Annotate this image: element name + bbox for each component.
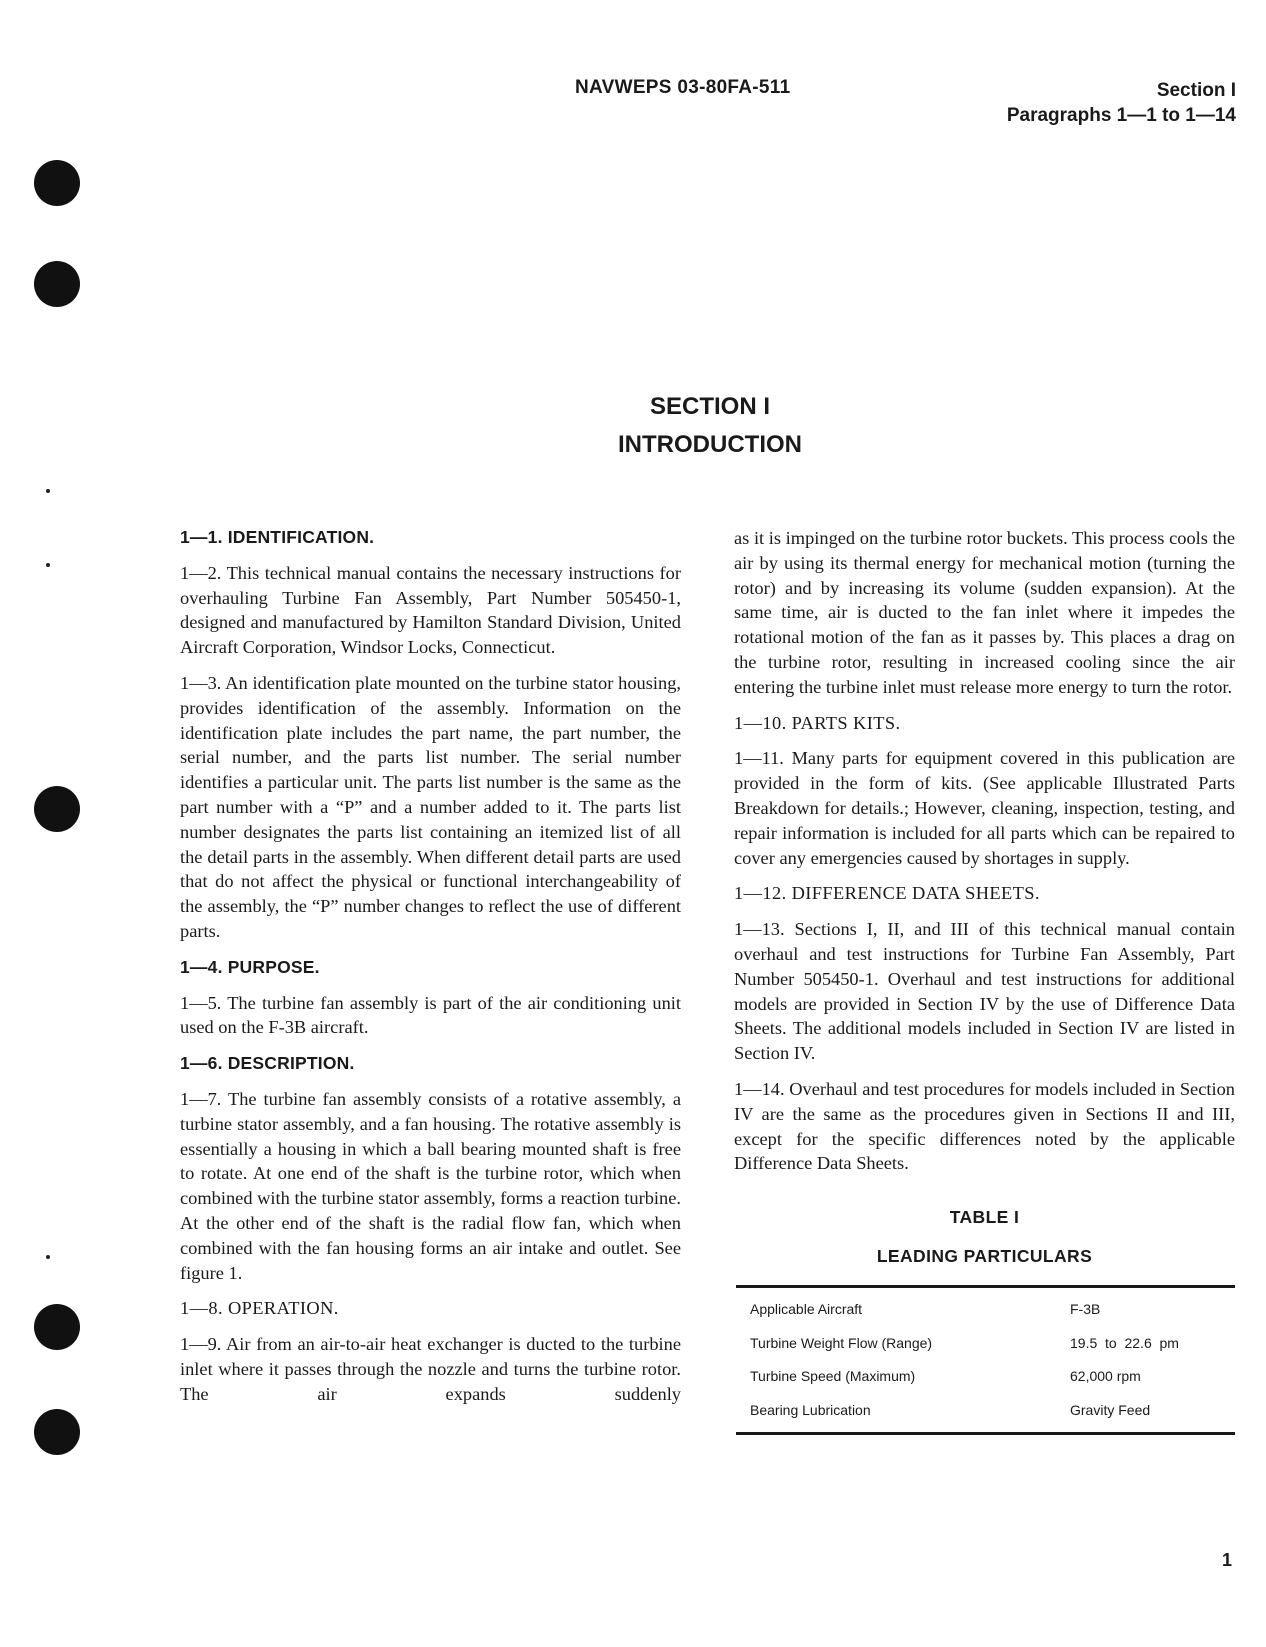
margin-mark xyxy=(46,489,50,493)
binder-hole-middle xyxy=(34,786,80,832)
right-column xyxy=(734,526,1235,1435)
leading-particulars-table xyxy=(736,1285,1235,1435)
paragraph-1-2: 1—2. This technical manual contains the necessary instructions for overhauling Turbine Fan Assembly, Part Number 505450-1, designed and manufactured by Hamilton Standard Division, United Aircraft Corporation, Windsor Locks, Connecticut. xyxy=(180,562,681,658)
heading-operation: 1—8. OPERATION. xyxy=(180,1298,339,1319)
table-value: 19.5 to 22.6 pm xyxy=(1070,1334,1179,1351)
table-value: 62,000 rpm xyxy=(1070,1368,1141,1385)
table-label: TABLE I xyxy=(949,1207,1020,1228)
paragraph-1-5: 1—5. The turbine fan assembly is part of the air conditioning unit used on the F-3B aircraft. xyxy=(180,992,681,1038)
binder-hole-lower xyxy=(34,1304,80,1350)
heading-identification: 1—1. IDENTIFICATION. xyxy=(180,527,375,547)
section-label: Section I xyxy=(1156,80,1236,101)
section-number: SECTION I xyxy=(649,393,770,420)
heading-purpose: 1—4. PURPOSE. xyxy=(180,956,320,977)
heading-description: 1—6. DESCRIPTION. xyxy=(180,1053,355,1074)
binder-hole-bottom xyxy=(34,1409,80,1455)
paragraph-1-9: 1—9. Air from an air-to-air heat exchanger is ducted to the turbine inlet where it passes through the nozzle and turns the turbine rotor. The air expands suddenly xyxy=(180,1334,681,1404)
page-header-right xyxy=(1007,78,1236,128)
table-key: Turbine Weight Flow (Range) xyxy=(750,1334,933,1351)
page-number: 1 xyxy=(1221,1550,1232,1570)
table-row xyxy=(736,1286,1235,1326)
paragraph-1-11: 1—11. Many parts for equipment covered in this publication are provided in the form of kits. (See applicable Illustrated Parts Breakdown for details.; However, cleaning, inspection, testing, and repair information is included for all parts which can be repaired to cover any emergencies caused by shortages in supply. xyxy=(734,748,1235,868)
paragraph-1-14: 1—14. Overhaul and test procedures for models included in Section IV are the same as the procedures given in Sections II and III, except for the specific differences noted by the applicable Difference Data Sheets. xyxy=(734,1078,1235,1174)
margin-mark xyxy=(46,563,50,567)
heading-difference-data-sheets: 1—12. DIFFERENCE DATA SHEETS. xyxy=(734,883,1040,904)
table-key: Applicable Aircraft xyxy=(750,1301,863,1318)
margin-mark xyxy=(46,1255,50,1259)
left-column xyxy=(180,525,681,1418)
table-row xyxy=(736,1326,1235,1360)
binder-hole-upper xyxy=(34,261,80,307)
table-title: LEADING PARTICULARS xyxy=(876,1245,1093,1266)
paragraph-1-3: 1—3. An identification plate mounted on the turbine stator housing, provides identification of the assembly. Information on the identification plate includes the part name, the part number, the serial number, and the parts list number. The serial number identifies a particular unit. The parts list number is the same as the part number with a “P” and a number added to it. The parts list number designates the parts list containing an itemized list of all the detail parts in the assembly. When different detail parts are used that do not affect the physical or functional interchangeability of the assembly, the “P” number changes to reflect the use of different parts. xyxy=(180,672,681,941)
paragraph-1-9-continued: as it is impinged on the turbine rotor buckets. This process cools the air by using its thermal energy for mechanical motion (turning the rotor) and by increasing its volume (sudden expansion). At the same time, air is ducted to the fan inlet where it impedes the rotational motion of the fan as it passes by. This places a drag on the turbine rotor, resulting in increased cooling since the air entering the turbine inlet must release more energy to turn the rotor. xyxy=(734,528,1235,697)
table-key: Bearing Lubrication xyxy=(750,1401,871,1418)
section-heading xyxy=(0,388,1266,464)
paragraph-1-7: 1—7. The turbine fan assembly consists of a rotative assembly, a turbine stator assembly, and a fan housing. The rotative assembly is essentially a housing in which a ball bearing mounted shaft is free to rotate. At one end of the shaft is the turbine rotor, which when combined with the turbine stator assembly, forms a reaction turbine. At the other end of the shaft is the radial flow fan, which when combined with the fan housing forms an air intake and outlet. See figure 1. xyxy=(180,1088,681,1283)
heading-parts-kits: 1—10. PARTS KITS. xyxy=(734,712,901,733)
table-row xyxy=(736,1393,1235,1433)
paragraph-1-13: 1—13. Sections I, II, and III of this technical manual contain overhaul and test instructions for Turbine Fan Assembly, Part Number 505450-1. Overhaul and test instructions for additional models are provided in Section IV by the use of Difference Data Sheets. The additional models included in Section IV are listed in Section IV. xyxy=(734,919,1235,1064)
binder-hole-top xyxy=(34,160,80,206)
table-value: Gravity Feed xyxy=(1070,1401,1151,1418)
table-key: Turbine Speed (Maximum) xyxy=(750,1368,916,1385)
paragraph-range: Paragraphs 1—1 to 1—14 xyxy=(1006,105,1236,126)
document-number: NAVWEPS 03-80FA-511 xyxy=(575,77,791,98)
table-value: F-3B xyxy=(1070,1301,1101,1318)
table-row xyxy=(736,1360,1235,1394)
section-name: INTRODUCTION xyxy=(618,431,802,458)
